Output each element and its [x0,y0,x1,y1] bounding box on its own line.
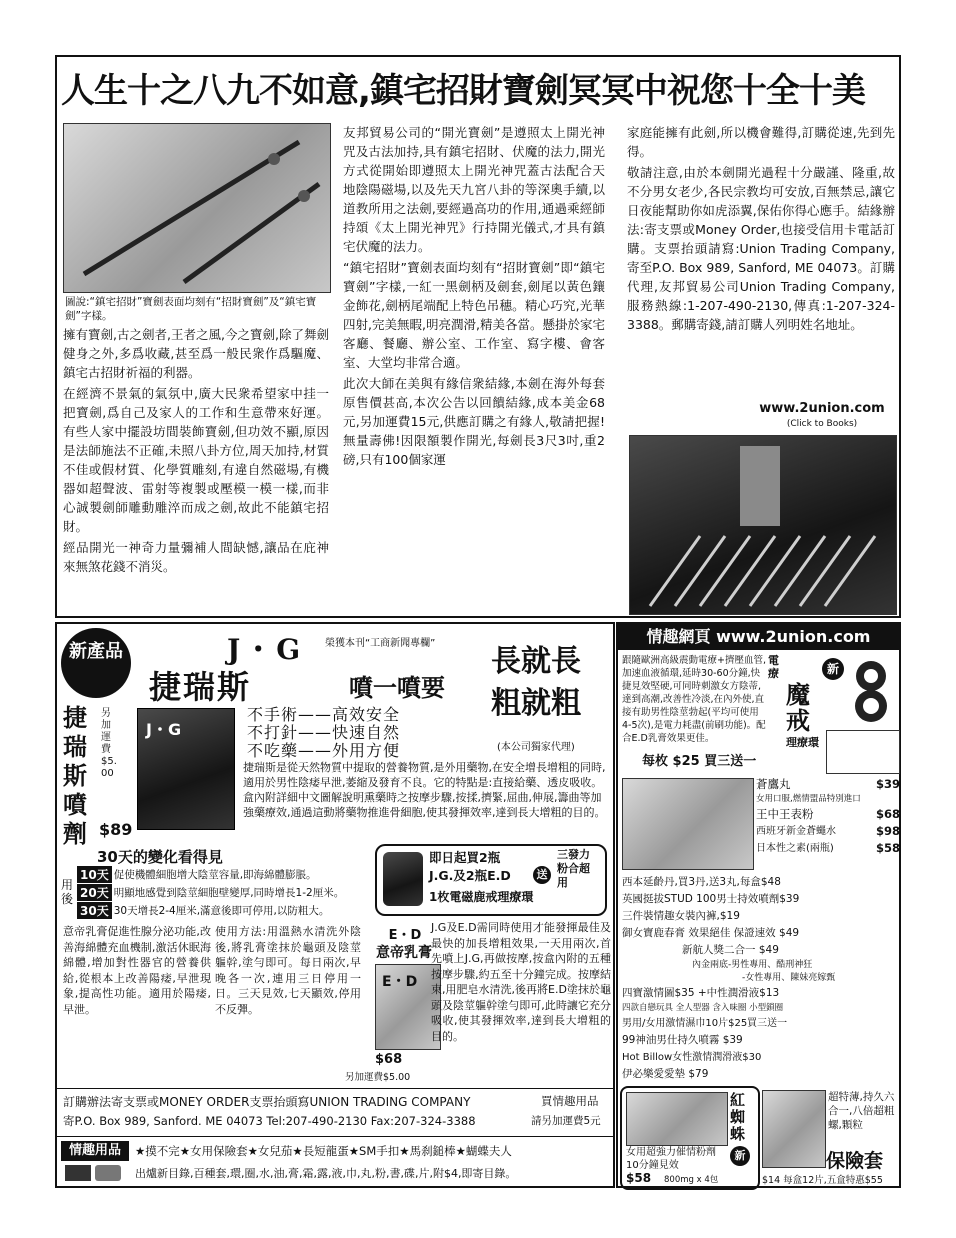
day-text: 明顯地感覺到陰莖細胞壁變厚,同時增長1-2厘米。 [113,887,345,899]
price-row [756,840,900,857]
promo-line-2: J.G.及2瓶E.D [429,868,511,883]
condom-photo [762,1090,826,1168]
red-spider-title: 紅蜘蛛 [730,1091,746,1143]
website-note: (Click to Books) [786,419,858,429]
item-price: $39 [875,777,900,791]
ed-description: 意帝乳膏促進性腺分泌功能,改善海綿體充血機制,激活休眠海綿體,增加對性器官的營養供給,從根本上改善陽痿,早泄現象,提高性功能。適用於陽痿,早泄。 [63,925,211,1016]
promo-line-3: 1枚電磁鹿戒理療環 [429,890,534,904]
article-col-3 [627,123,895,336]
ed-usage: 使用方法:用溫熱水清洗外陰後,將乳膏塗抹於龜頭及陰莖軀幹,塗勻即可。每日兩次,早晚各一次,連用三日停用一日。三天見效,七天顯效,停用不反彈。 [215,925,361,1016]
red-spider-photo [626,1092,728,1146]
red-spider-price: $58 [626,1171,652,1185]
jg-price: $89 [99,820,133,839]
red-spider-box [620,1086,760,1190]
paragraph: 擁有寶劍,古之劍者,王者之風,今之寶劍,除了舞劍健身之外,多爲收藏,甚至爲一般民衆作爲驅魔、鎮宅古招財祈福的利器。 [63,327,329,380]
promo-send-badge: 送 [533,866,551,884]
list-item: 三件裝情趣女裝內褲,$19 [622,910,740,922]
condom-title: 保險套 [826,1150,884,1172]
list-item: 西本延齡丹,買3丹,送3丸,每盒$48 [622,876,781,888]
list-item: 御女寶鹿春膏 效果絕佳 保證速效 $49 [622,927,800,939]
mastercard-icon [95,1165,121,1181]
product-price-list [756,776,900,857]
list-item: Hot Billow女性激情潤滑液$30 [622,1052,762,1063]
shop-header[interactable]: 情趣網頁 www.2union.com [618,624,899,650]
adult-catalog [57,1136,613,1187]
list-item: 99神油男仕持久噴霧 $39 [622,1034,743,1046]
jg-ad-section [55,622,615,1188]
paragraph: 此次大師在美與有緣信衆結緣,本劍在海外每套原售價甚高,本次公告以回饋結緣,成本美金68元,另加運費15元,供應訂購之有緣人,敬請把握!無量壽佛!因限額製作開光,每劍長3尺3吋,重2磅,只有100個家運 [343,376,605,467]
item-price: $68 [875,807,900,821]
ed-title-2: 意帝乳膏 [376,945,432,961]
brand-latin: J・G [227,633,305,666]
card-icons [65,1165,125,1181]
big-headline-2: 粗就粗 [491,686,581,721]
ring-image [846,656,896,726]
feature-item: 不手術——高效安全 [247,705,401,724]
headline: 人生十之八九不如意,鎮宅招財寶劍冥冥中祝您十全十美 [61,71,865,111]
vibrating-ring-icon [846,656,896,726]
item-name: 王中王表粉 [756,807,814,821]
red-spider-desc: 女用超強力催情粉劑10分鐘見效 [626,1147,716,1171]
feature-item: 不打針——快速自然 [247,723,401,742]
day-row [77,884,377,901]
promo-box [375,844,607,916]
article-col-1 [63,325,329,578]
ed-box-label: E・D [382,974,418,990]
order-side-1: 買情趣用品 [541,1094,599,1108]
condom-features: 超特薄,持久六合一,八倍超粗螺,顆粒 [828,1091,895,1131]
items-note: 女用口服,燃情盟品特別進口 [756,794,861,804]
item-name: 日本性之素(兩瓶) [756,843,834,854]
ring-title: 魔戒 [786,681,810,735]
order-line-2: 寄P.O. Box 989, Sanford. ME 04073 Tel:207-490-2130 Fax:207-324-3388 [63,1114,476,1128]
website-link[interactable]: www.2union.com [759,401,885,416]
jg-spray-box [137,708,235,830]
ring-image [383,852,423,906]
vertical-product-name: 捷瑞斯噴劑 [63,704,87,848]
adult-shop-section [616,622,901,1188]
list-item: 男用/女用激情濕巾10片$25買三送一 [622,1018,788,1029]
item-name: 蒼鷹丸 [756,777,791,791]
product-list [622,874,898,1083]
ring-description: 跟隨歐洲高級震動電療+擠壓血管,加速血液循環,延時30-60分鐘,快捷見效堅硬,可同時刺激女方陰蒂,達到高潮,改善性冷淡,在內外使,直接有助男性陰莖勃起(平均可使用4-5次),是電力耗盡(前刷功能)。配合E.D乳膏效果更佳。 [622,655,766,744]
list-item: 內金兩底-男性專用、酷刑神狂 [692,960,813,970]
day-text: 促使機體細胞增大陰莖容量,即海綿體膨脹。 [113,869,317,881]
photo-caption: 圖說:“鎮宅招財”寶劍表面均刻有“招財寶劍”及“鎮宅寶劍”字樣。 [65,296,317,322]
price-row [756,823,900,840]
agent-note: (本公司獨家代理) [497,742,575,753]
paragraph: 經品開光一神奇力量彌補人間缺憾,讓品在庇神來無煞花錢不消災。 [63,540,329,574]
order-side-2: 請另加運費5元 [531,1115,601,1127]
ship-note: 另加運費$5.00 [101,708,117,779]
item-name: 西班牙新金蒼蠅水 [756,826,836,837]
day-row [77,902,377,919]
item-price: $58 [875,841,900,855]
ed-price: $68 [375,1052,403,1067]
visa-icon [65,1165,91,1181]
list-item: -女性專用、陳妹亮嫁甄 [742,973,836,983]
paragraph: 家庭能擁有此劍,所以機會難得,訂購從速,先到先得。 [627,125,895,159]
price-row [756,806,900,823]
adult-line-2: 出爐新目錄,百種套,環,圈,水,油,膏,霜,露,液,巾,丸,粉,書,碟,片,附$4,即寄目錄。 [135,1167,517,1180]
day-row [77,866,377,883]
red-spider-new: 新 [730,1146,750,1166]
promo-line-1: 即日起買2瓶 [429,850,501,865]
list-item: 四寶激情圖$35 +中性潤滑液$13 [622,987,780,999]
products-photo [622,778,754,870]
adult-line-1: ★摸不完★女用保險套★女兒茄★長短龍蛋★SM手扣★馬刹鎚棒★蝴蝶夫人 [135,1144,512,1158]
ed-title-1: E・D [388,928,422,943]
order-line-1: 訂購辦法寄支票或MONEY ORDER支票抬頭寫UNION TRADING COMPANY [63,1095,471,1109]
paragraph: 友邦貿易公司的“開光寶劍”是遵照太上開光神咒及古法加持,具有鎮宅招財、伏魔的法力,開光方式從開始即遵照太上開光神咒蓋古法配合天地陰陽磁場,以及先天九宮八卦的等深奧手續,以道教所用之法劍,要經過高功的作用,通過乘經師持頌《太上開光神咒》行持開光儀式,才具有鎮宅伏魔的法力。 [343,125,605,254]
day-badge: 30天 [77,902,112,919]
new-product-badge: 新產品 [61,628,131,698]
sword-icon [64,124,330,292]
combined-usage: J.G及E.D需同時使用才能發揮最佳及最快的加長增粗效果,一天用兩次,首先噴上J.G,再做按摩,按盒內附的五種按摩步驟,約五至十分鐘完成。按摩結束,用肥皂水清洗,後再將E.D塗抹於龜頭及陰莖軀幹塗勻即可,此時讓它充分吸收,使其發揮效率,達到長大增粗的目的。 [431,921,611,1043]
jg-box-label: J・G [146,720,182,739]
paragraph: “鎮宅招財”寶劍表面均刻有“招財寶劍”即“鎮宅寶劍”字樣,一紅一黑劍柄及劍套,劍尾以黃色鑲金飾花,劍柄尾端配上特色吊穗。精心巧究,光華四射,完美無暇,明亮潤滑,精美各當。懸掛於家宅客廳、餐廳、辦公室、工作室、寫字樓、會客室、大堂均非常合適。 [343,260,605,370]
price-row [756,776,900,793]
brand-name: 捷瑞斯 [149,668,252,706]
diagram-images [826,730,900,774]
order-info [57,1088,613,1137]
paragraph: 在經濟不景氣的氣氛中,廣大民衆希望家中挂一把寶劍,爲自己及家人的工作和生意帶來好運。有些人家中擺設坊間裝飾寶劍,但功效不顯,原因是法師施法不正確,未照八卦方位,周天加持,材質不佳或假材質、化學質雕刻,有違自然磁場,有機器如超聲波、雷射等複製或壓模一模一樣,而非心誠製劍師雕動雕淬而成之劍,故此不能鎮宅招財。 [63,386,329,534]
sword-photo [63,123,331,293]
days-title: 30天的變化看得見 [97,848,223,866]
sword-ad-section [55,55,901,618]
article-col-2 [343,123,605,471]
item-price: $98 [875,824,900,838]
feature-item: 不吃藥——外用方便 [247,741,401,760]
slogan: 噴一噴要 [349,674,445,702]
day-text: 30天增長2-4厘米,滿意後即可停用,以防粗大。 [113,905,330,917]
red-spider-pack: 800mg x 4包 [664,1175,719,1185]
list-item: 四款自戀玩具 全人型器 含入味圈 小型鎖圈 [622,1003,784,1013]
day-badge: 20天 [77,884,112,901]
condom-price: $14 每盒12片,五盒特惠$55 [762,1175,883,1186]
sword-rack-icon [630,436,896,614]
promo-side: 三發力粉合超用 [557,848,590,889]
ring-price: 每枚 $25 買三送一 [642,754,757,769]
list-item: 英國挺拔STUD 100男士持效噴劑$39 [622,893,800,905]
features-list [247,706,487,760]
tagline-small: 榮獲本刊“工商新聞專欄” [325,638,436,649]
jg-description: 捷瑞斯是從天然物質中提取的營養物質,是外用藥物,在安全增長增粗的同時,適用於男性陰痿早泄,萎縮及發育不良。它的特點是:直接給藥、透皮吸收。盒內附詳細中文圖解說明熏藥時之按摩步驟,按揉,擠緊,屈曲,伸展,籌曲等加強藥療效,通過這動將藥物推進骨細胞,使其發揮效率,達到長大增粗的目的。 [243,761,606,819]
ring-side-1: 電療 [768,654,779,680]
swords-display-photo [629,435,897,615]
paragraph: 敬請注意,由於本劍開光過程十分嚴謹、隆重,故不分男女老少,各民宗教均可安放,百無禁忌,讓它日夜能幫助你如虎添翼,保佑你得心應手。結緣辦法:寄支票或Money Order,也接受信用卡電話訂購。支票抬頭請寫:Union Trading Company,寄至P.O. Box 989, Sanford, ME 04073。訂購代理,友邦貿易公司Union Trading Company,服務熱線:1-207-490-2130,傳真:1-207-324-3388。郵購寄錢,請訂購人列明姓名地址。 [627,165,895,332]
list-item: 伊必樂愛愛墊 $79 [622,1068,709,1080]
big-headline-1: 長就長 [491,644,581,679]
days-table [77,866,377,919]
use-after-label: 用後 [61,878,74,906]
ed-ship: 另加運費$5.00 [345,1072,411,1083]
new-badge: 新 [822,658,844,680]
list-item: 新航人獎二合一 $49 [682,944,779,956]
adult-label: 情趣用品 [61,1141,129,1161]
ring-side-2: 理療環 [786,736,819,749]
day-badge: 10天 [77,866,112,883]
